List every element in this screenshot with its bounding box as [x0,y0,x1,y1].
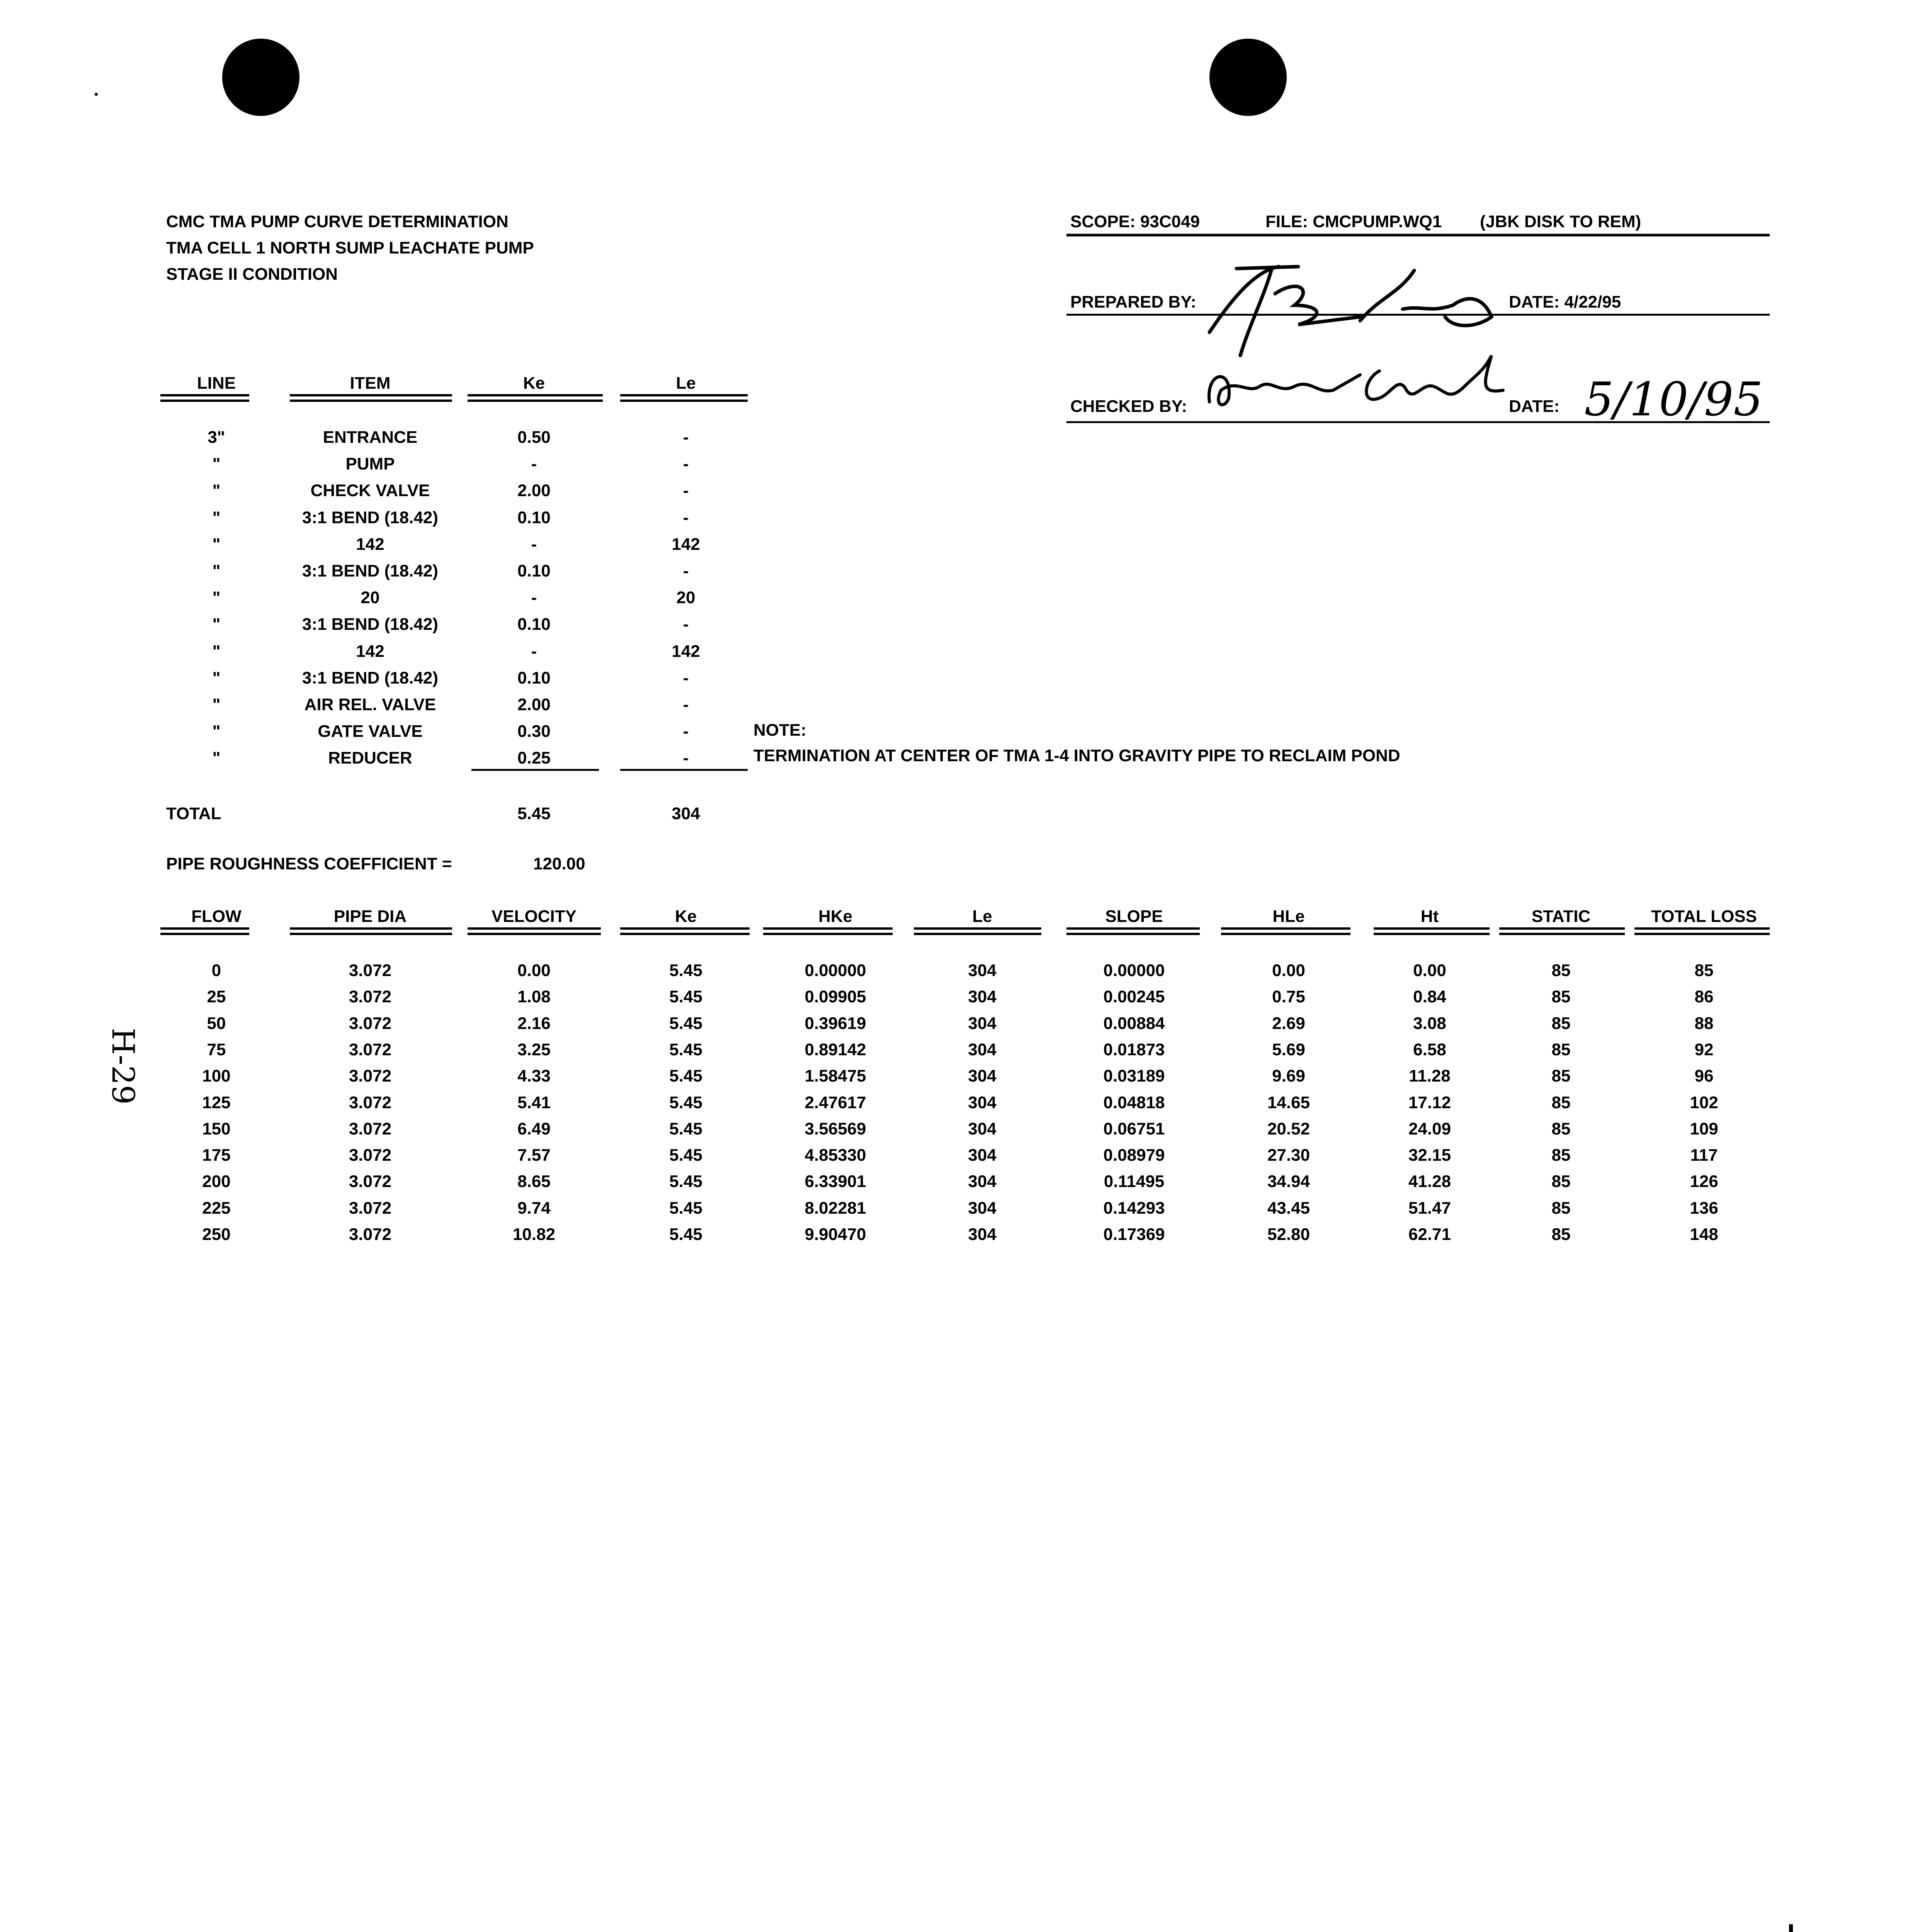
flow-cell: 5.45 [669,1225,702,1244]
flow-cell: 32.15 [1408,1146,1451,1165]
file-label: FILE: CMCPUMP.WQ1 [1265,212,1442,231]
flow-cell: 27.30 [1267,1146,1310,1165]
flow-cell: 85 [1551,1146,1571,1165]
flow-cell: 24.09 [1408,1119,1451,1138]
flow-cell: 200 [202,1172,231,1191]
flow-cell: 5.45 [669,961,702,980]
scan-mark [1789,1924,1793,1932]
flow-cell: 3.56569 [804,1119,866,1138]
flow-cell: 85 [1551,1119,1571,1138]
fittings-header-1: ITEM [350,374,391,393]
fittings-cell: " [212,508,221,527]
fittings-cell: - [531,642,537,661]
flow-cell: 0.00000 [1103,961,1165,980]
fittings-cell: 0.10 [517,508,551,527]
fittings-cell: " [212,535,221,554]
flow-cell: 85 [1551,1040,1571,1059]
fittings-total-ke: 5.45 [517,804,551,823]
flow-cell: 0.01873 [1103,1040,1165,1059]
fittings-cell: - [683,615,689,634]
flow-cell: 109 [1690,1119,1718,1138]
flow-cell: 85 [1551,1199,1571,1218]
flow-cell: 304 [968,961,997,980]
fittings-cell: 3" [207,428,225,447]
fittings-cell: " [212,722,221,741]
flow-cell: 50 [207,1014,226,1033]
flow-cell: 9.69 [1272,1066,1305,1085]
note-text: TERMINATION AT CENTER OF TMA 1-4 INTO GRAVITY PIPE TO RECLAIM POND [753,746,1400,765]
flow-header-8: Ht [1420,907,1439,926]
fittings-cell: " [212,748,221,767]
fittings-total-rule [620,769,748,771]
flow-cell: 5.45 [669,1066,702,1085]
flow-cell: 3.072 [349,961,392,980]
fittings-cell: GATE VALVE [318,722,423,741]
fittings-cell: 142 [356,642,384,661]
flow-header-10: TOTAL LOSS [1651,907,1757,926]
flow-cell: 3.072 [349,1014,392,1033]
fittings-cell: 0.50 [517,428,551,447]
flow-cell: 85 [1551,1225,1571,1244]
flow-cell: 304 [968,1225,997,1244]
flow-cell: 3.072 [349,1225,392,1244]
header-rule-2 [1066,314,1770,316]
flow-cell: 0.00 [517,961,551,980]
header-rule-3 [1066,421,1770,423]
flow-cell: 85 [1551,987,1571,1006]
flow-cell: 0.39619 [804,1014,866,1033]
fittings-cell: 142 [356,535,384,554]
flow-header-rule [160,927,249,935]
flow-cell: 20.52 [1267,1119,1310,1138]
flow-header-4: HKe [818,907,853,926]
fittings-header-rule [160,394,249,402]
flow-cell: 3.072 [349,987,392,1006]
flow-cell: 0.00 [1413,961,1446,980]
flow-cell: 34.94 [1267,1172,1310,1191]
flow-cell: 41.28 [1408,1172,1451,1191]
flow-cell: 8.02281 [804,1199,866,1218]
fittings-header-2: Ke [523,374,545,393]
flow-header-7: HLe [1272,907,1305,926]
flow-cell: 0.14293 [1103,1199,1165,1218]
flow-cell: 6.49 [517,1119,551,1138]
flow-header-rule [1499,927,1625,935]
flow-header-rule [290,927,452,935]
fittings-cell: 142 [672,535,700,554]
flow-cell: 6.58 [1413,1040,1446,1059]
fittings-cell: - [683,428,689,447]
fittings-cell: 20 [676,588,696,607]
flow-cell: 3.25 [517,1040,551,1059]
flow-cell: 5.45 [669,987,702,1006]
flow-cell: 9.90470 [804,1225,866,1244]
flow-cell: 92 [1694,1040,1714,1059]
flow-cell: 100 [202,1066,231,1085]
flow-cell: 9.74 [517,1199,551,1218]
fittings-cell: ENTRANCE [323,428,418,447]
flow-header-rule [1066,927,1200,935]
fittings-cell: - [683,454,689,473]
flow-header-rule [914,927,1041,935]
flow-cell: 0.84 [1413,987,1446,1006]
flow-cell: 0.11495 [1104,1172,1165,1191]
flow-cell: 5.45 [669,1119,702,1138]
fittings-cell: " [212,481,221,500]
flow-cell: 2.47617 [804,1093,866,1112]
fittings-header-rule [468,394,603,402]
flow-cell: 0.06751 [1103,1119,1165,1138]
flow-cell: 0.03189 [1103,1066,1165,1085]
fittings-cell: 3:1 BEND (18.42) [302,615,439,634]
fittings-header-rule [620,394,748,402]
flow-cell: 0.00245 [1103,987,1165,1006]
flow-cell: 8.65 [517,1172,551,1191]
fittings-cell: - [531,535,537,554]
flow-cell: 250 [202,1225,231,1244]
fittings-cell: 3:1 BEND (18.42) [302,561,439,580]
flow-cell: 125 [202,1093,231,1112]
fittings-cell: 0.10 [517,561,551,580]
flow-cell: 52.80 [1267,1225,1310,1244]
fittings-cell: " [212,668,221,687]
note-label: NOTE: [753,721,806,740]
flow-cell: 0.09905 [804,987,866,1006]
title-line-3: STAGE II CONDITION [166,265,338,284]
roughness-value: 120.00 [533,854,585,873]
flow-cell: 3.072 [349,1172,392,1191]
flow-cell: 304 [968,1066,997,1085]
flow-cell: 3.08 [1413,1014,1446,1033]
flow-cell: 148 [1690,1225,1718,1244]
flow-cell: 0.00000 [804,961,866,980]
flow-cell: 3.072 [349,1199,392,1218]
flow-cell: 5.45 [669,1014,702,1033]
fittings-cell: - [683,748,689,767]
fittings-cell: 3:1 BEND (18.42) [302,508,439,527]
flow-cell: 3.072 [349,1066,392,1085]
fittings-cell: - [683,695,689,714]
title-line-1: CMC TMA PUMP CURVE DETERMINATION [166,212,509,231]
flow-cell: 85 [1551,1066,1571,1085]
flow-cell: 11.28 [1409,1066,1451,1085]
flow-cell: 88 [1694,1014,1714,1033]
checked-by-label: CHECKED BY: [1070,397,1187,416]
fittings-cell: " [212,588,221,607]
file-note: (JBK DISK TO REM) [1480,212,1641,231]
flow-cell: 1.08 [517,987,551,1006]
flow-cell: 5.45 [669,1199,702,1218]
flow-cell: 0.00 [1272,961,1305,980]
page-number: H-29 [105,1028,141,1105]
flow-cell: 2.69 [1272,1014,1305,1033]
flow-cell: 4.85330 [804,1146,866,1165]
flow-cell: 150 [202,1119,231,1138]
fittings-cell: - [683,481,689,500]
fittings-cell: CHECK VALVE [310,481,430,500]
flow-cell: 17.12 [1408,1093,1451,1112]
fittings-header-0: LINE [197,374,236,393]
scan-speck [95,93,98,96]
punch-hole-center [1209,39,1287,116]
fittings-cell: REDUCER [328,748,412,767]
flow-header-rule [620,927,750,935]
title-line-2: TMA CELL 1 NORTH SUMP LEACHATE PUMP [166,238,534,257]
fittings-cell: - [683,508,689,527]
flow-header-rule [1221,927,1350,935]
flow-header-rule [468,927,601,935]
flow-cell: 2.16 [517,1014,551,1033]
fittings-total-label: TOTAL [166,804,221,823]
flow-cell: 5.41 [517,1093,551,1112]
flow-header-rule [1374,927,1490,935]
flow-cell: 5.69 [1272,1040,1305,1059]
flow-header-rule [1634,927,1770,935]
header-rule-1 [1066,234,1770,236]
flow-cell: 43.45 [1267,1199,1310,1218]
fittings-cell: 0.10 [517,668,551,687]
flow-cell: 136 [1690,1199,1718,1218]
flow-cell: 5.45 [669,1146,702,1165]
prepared-by-label: PREPARED BY: [1070,293,1196,311]
fittings-cell: - [531,454,537,473]
flow-cell: 75 [207,1040,226,1059]
flow-header-6: SLOPE [1105,907,1163,926]
punch-hole-left [222,39,299,116]
flow-cell: 85 [1551,1093,1571,1112]
flow-cell: 25 [207,987,226,1006]
fittings-cell: 0.30 [517,722,551,741]
flow-cell: 86 [1694,987,1714,1006]
checked-by-signature [1198,348,1507,425]
checked-date-label: DATE: [1509,397,1560,416]
fittings-header-3: Le [676,374,696,393]
flow-cell: 304 [968,1172,997,1191]
flow-header-2: VELOCITY [491,907,577,926]
scope-label: SCOPE: 93C049 [1070,212,1200,231]
fittings-header-rule [290,394,452,402]
fittings-total-le: 304 [672,804,700,823]
flow-cell: 304 [968,1146,997,1165]
fittings-cell: 3:1 BEND (18.42) [302,668,439,687]
flow-cell: 85 [1694,961,1714,980]
flow-cell: 0.08979 [1103,1146,1165,1165]
flow-cell: 5.45 [669,1172,702,1191]
flow-cell: 4.33 [517,1066,551,1085]
flow-cell: 85 [1551,961,1571,980]
flow-cell: 304 [968,987,997,1006]
flow-cell: 10.82 [512,1225,556,1244]
fittings-cell: " [212,454,221,473]
flow-cell: 7.57 [517,1146,551,1165]
flow-cell: 304 [968,1119,997,1138]
flow-cell: 0.75 [1272,987,1305,1006]
prepared-date: DATE: 4/22/95 [1509,293,1621,311]
flow-cell: 304 [968,1014,997,1033]
flow-cell: 85 [1551,1172,1571,1191]
fittings-cell: 0.25 [517,748,551,767]
flow-cell: 5.45 [669,1040,702,1059]
flow-cell: 0.04818 [1103,1093,1165,1112]
flow-header-5: Le [972,907,992,926]
flow-cell: 225 [202,1199,231,1218]
flow-cell: 1.58475 [804,1066,866,1085]
flow-header-3: Ke [675,907,697,926]
flow-cell: 0.89142 [804,1040,866,1059]
fittings-cell: " [212,642,221,661]
fittings-cell: " [212,695,221,714]
prepared-by-signature [1198,240,1499,363]
fittings-total-rule [471,769,599,771]
flow-cell: 3.072 [349,1040,392,1059]
flow-cell: 0.17369 [1103,1225,1165,1244]
flow-cell: 3.072 [349,1119,392,1138]
flow-cell: 14.65 [1267,1093,1310,1112]
flow-cell: 126 [1690,1172,1718,1191]
flow-cell: 85 [1551,1014,1571,1033]
fittings-cell: 142 [672,642,700,661]
fittings-cell: 2.00 [517,695,551,714]
flow-cell: 96 [1694,1066,1714,1085]
roughness-label: PIPE ROUGHNESS COEFFICIENT = [166,854,452,873]
fittings-cell: - [531,588,537,607]
fittings-cell: 2.00 [517,481,551,500]
flow-header-0: FLOW [191,907,242,926]
fittings-cell: 20 [361,588,380,607]
fittings-cell: " [212,615,221,634]
flow-cell: 0.00884 [1103,1014,1165,1033]
flow-cell: 117 [1690,1146,1718,1165]
flow-cell: 51.47 [1408,1199,1451,1218]
fittings-cell: AIR REL. VALVE [304,695,436,714]
fittings-cell: 0.10 [517,615,551,634]
checked-date-handwritten: 5/10/95 [1584,373,1763,427]
flow-cell: 62.71 [1408,1225,1451,1244]
flow-header-rule [763,927,893,935]
flow-cell: 102 [1690,1093,1718,1112]
flow-header-9: STATIC [1531,907,1591,926]
fittings-cell: - [683,722,689,741]
flow-cell: 304 [968,1040,997,1059]
fittings-cell: " [212,561,221,580]
flow-cell: 5.45 [669,1093,702,1112]
flow-header-1: PIPE DIA [333,907,407,926]
flow-cell: 3.072 [349,1146,392,1165]
flow-cell: 304 [968,1199,997,1218]
flow-cell: 175 [202,1146,231,1165]
flow-cell: 304 [968,1093,997,1112]
flow-cell: 0 [211,961,221,980]
fittings-cell: - [683,668,689,687]
fittings-cell: PUMP [345,454,395,473]
flow-cell: 6.33901 [804,1172,866,1191]
flow-cell: 3.072 [349,1093,392,1112]
fittings-cell: - [683,561,689,580]
